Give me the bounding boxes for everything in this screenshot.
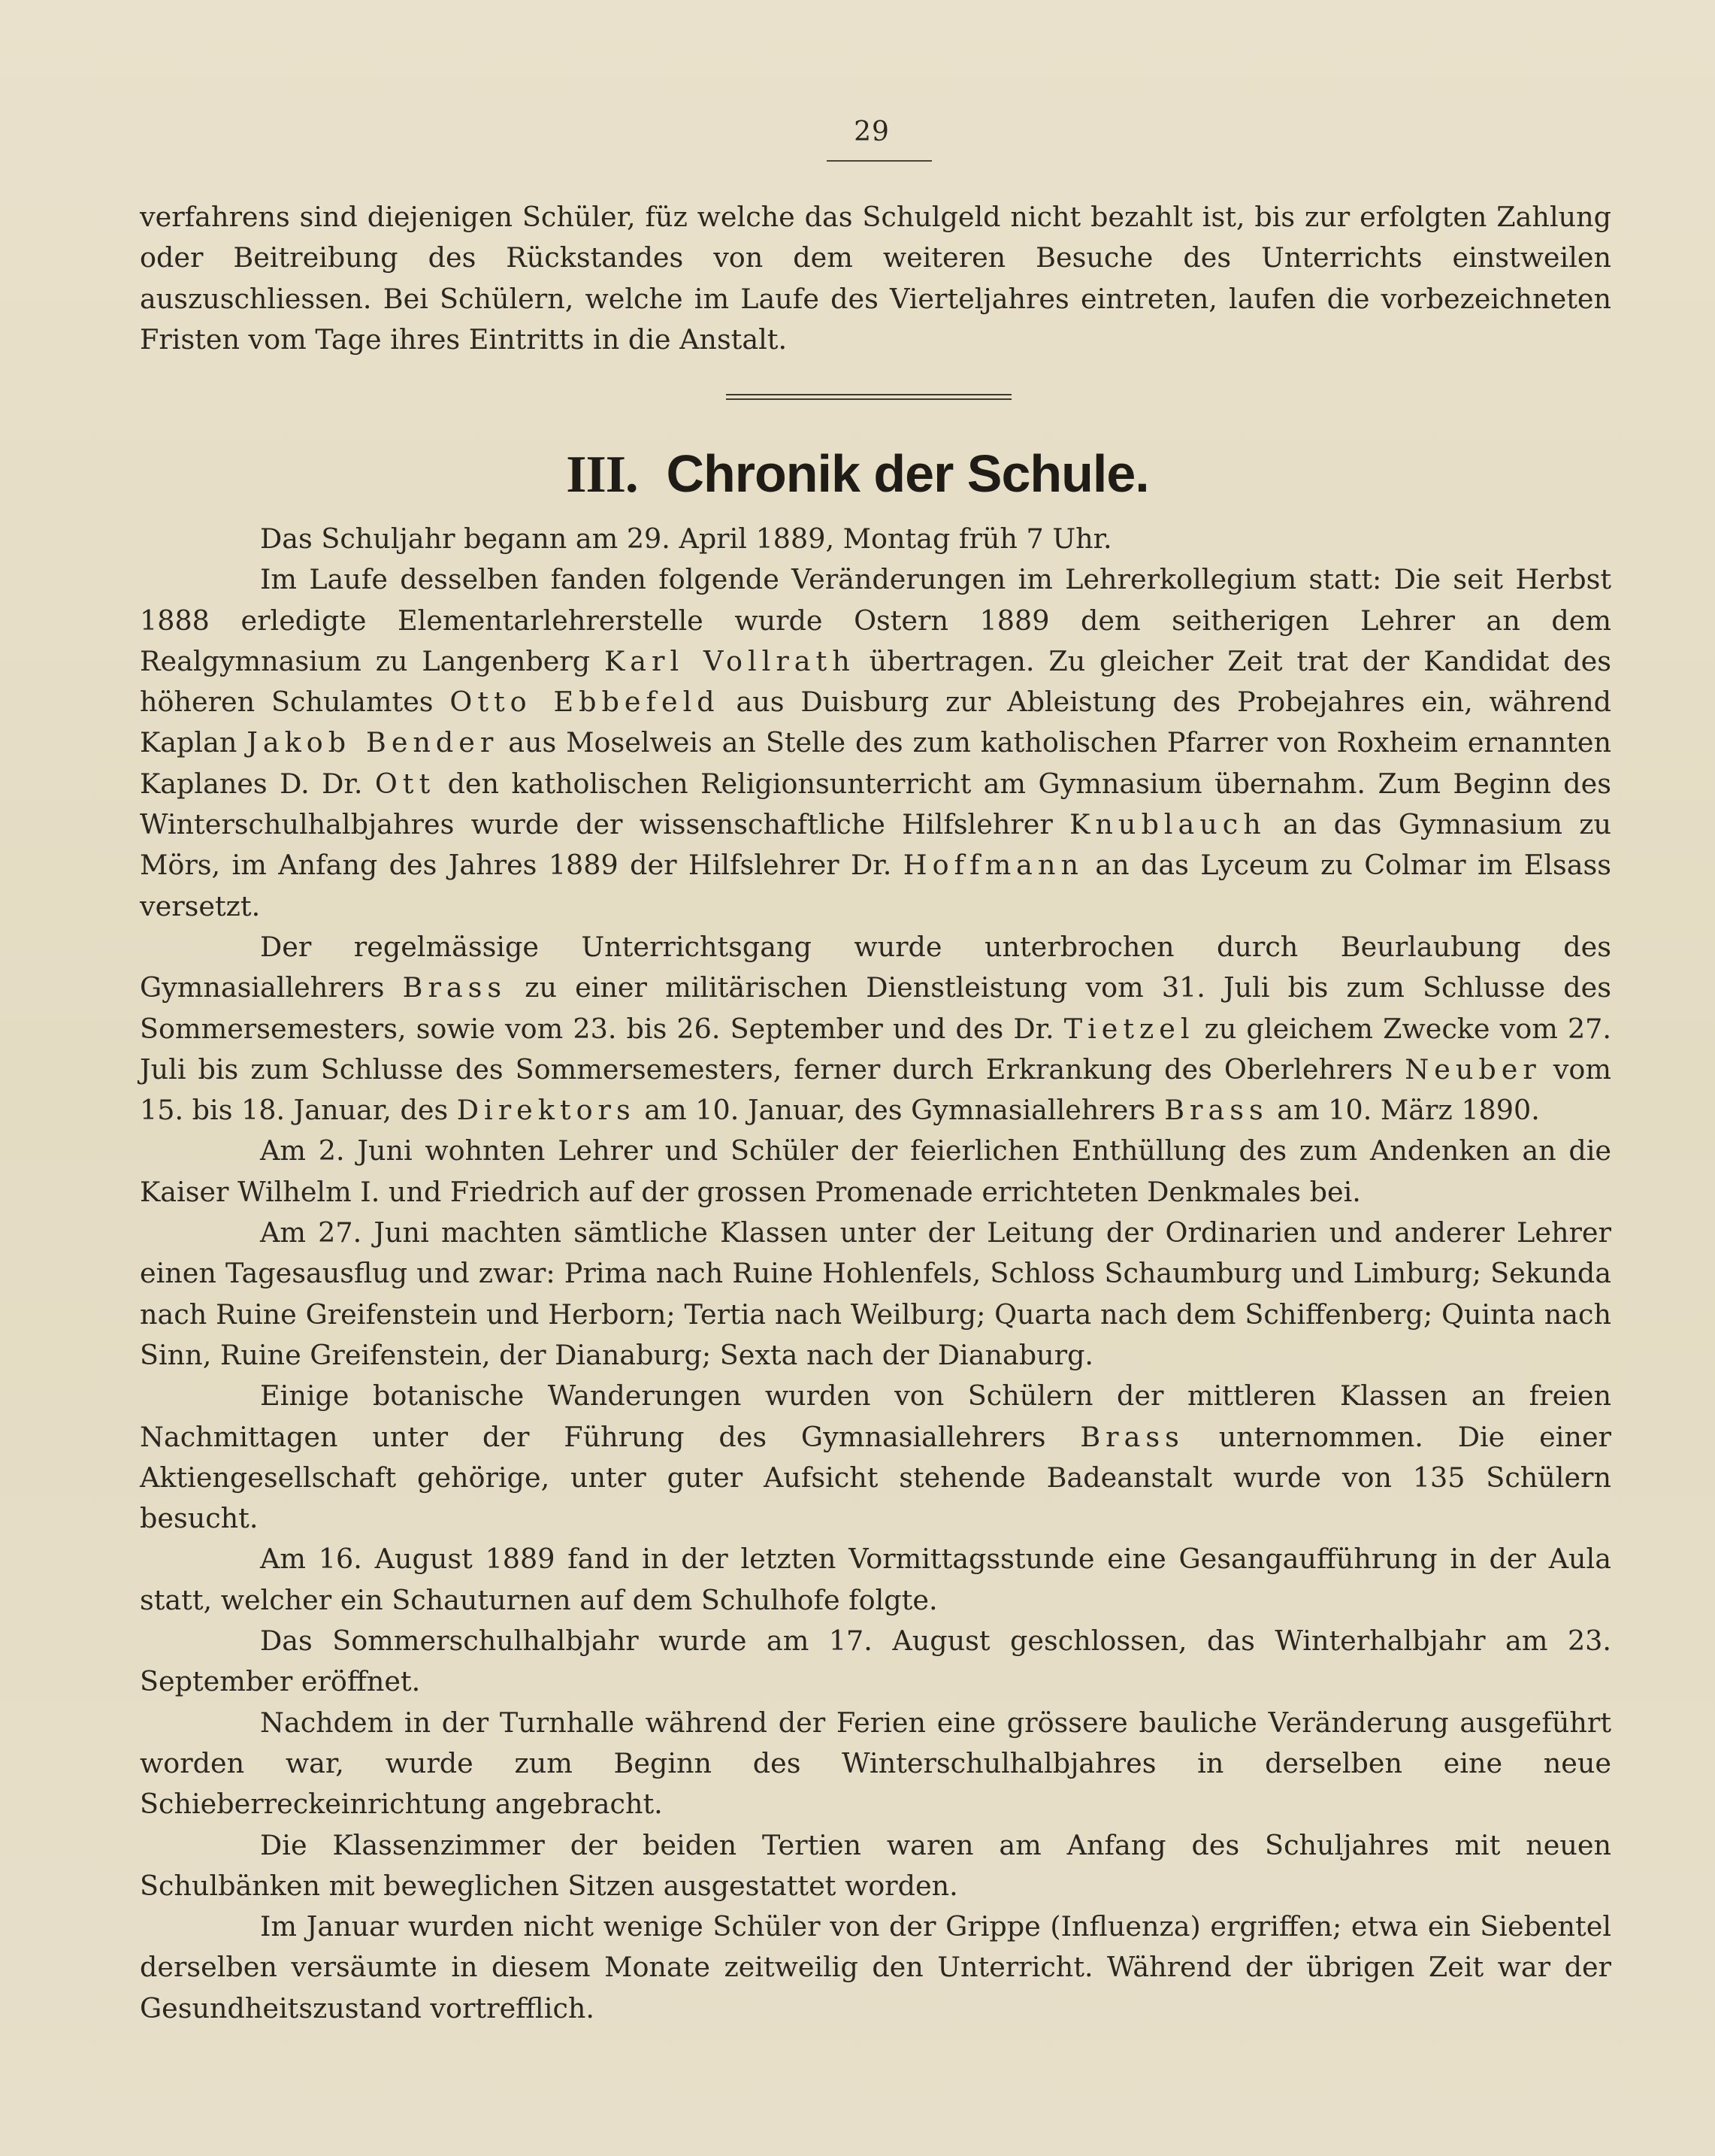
person-name: Tietzel	[1063, 1012, 1195, 1045]
person-name: Otto Ebbefeld	[449, 686, 720, 719]
person-name: Jakob Bender	[247, 726, 499, 759]
section-heading	[0, 444, 1715, 505]
intro-paragraph: verfahrens sind diejenigen Schüler, füz welche das Schulgeld nicht bezahlt ist, bis zur erfolgten Zahlung oder Beitreibung des Rückstandes von dem weiteren Besuche des Unterrichts einstweilen auszuschliessen. Bei Schülern, welche im Laufe des Vierteljahres eintreten, laufen die vorbezeichneten Fristen vom Tage ihres Eintritts in die Anstalt.	[140, 201, 1611, 356]
person-name: Neuber	[1405, 1052, 1541, 1086]
page-number: 29	[854, 117, 890, 147]
person-name: Ott	[374, 767, 436, 800]
intro-paragraph-block	[140, 197, 1611, 360]
paragraph-influenza: Im Januar wurden nicht wenige Schüler von der Grippe (Influenza) ergriffen; etwa ein Siebentel derselben versäumte in diesem Monate zeitweilig den Unterricht. Während der übrigen Zeit war der Gesundheitszustand vortrefflich.	[140, 1910, 1611, 2024]
person-name: Hoffmann	[903, 849, 1084, 882]
section-separator	[726, 394, 1012, 401]
text-segment: Im Laufe desselben fanden folgende Veränderungen im Lehrerkollegium statt: Die seit Herbst 1888 erledigte Elementarlehrerstelle wurde Ostern 1889 dem seitherigen Lehrer an dem Realgymnasium zu Langenberg	[140, 563, 1611, 677]
section-number: III.	[566, 446, 638, 504]
paragraph-interruptions	[140, 927, 1611, 1131]
person-name: Knublauch	[1069, 808, 1266, 841]
paragraph-gym-renovation: Nachdem in der Turnhalle während der Ferien eine grössere bauliche Veränderung ausgeführt worden war, wurde zum Beginn des Winterschulhalbjahres in derselben eine neue Schieberreckeinrichtung angebracht.	[140, 1706, 1611, 1821]
text-segment: den katholischen Religionsunterricht am Gymnasium übernahm. Zum Beginn des Winterschulhalbjahres wurde der wissenschaftliche Hilfslehrer	[140, 767, 1611, 841]
text-segment: zu gleichem Zwecke vom 27. Juli bis zum Schlusse des Sommersemesters, ferner durch Erkrankung des Oberlehrers	[140, 1012, 1611, 1086]
text-segment: unternommen. Die einer Aktiengesellschaft gehörige, unter guter Aufsicht stehende Badeanstalt wurde von 135 Schülern besucht.	[140, 1420, 1611, 1535]
text-segment: übertragen. Zu gleicher Zeit trat der Kandidat des höheren Schulamtes	[140, 644, 1612, 719]
paragraph-singing-performance: Am 16. August 1889 fand in der letzten Vormittagsstunde eine Gesangaufführung in der Aula statt, welcher ein Schauturnen auf dem Schulhofe folgte.	[140, 1543, 1611, 1616]
person-name: Brass	[402, 971, 507, 1004]
person-name: Brass	[1164, 1094, 1269, 1127]
person-name: Direktors	[456, 1094, 636, 1127]
text-segment: Einige botanische Wanderungen wurden von Schülern der mittleren Klassen an freien Nachmittagen unter der Führung des Gymnasiallehrers	[140, 1379, 1611, 1453]
separator-line-bottom	[726, 398, 1012, 400]
text-segment: an das Lyceum zu Colmar im Elsass versetzt.	[140, 849, 1611, 922]
paragraph-school-year-start: Das Schuljahr begann am 29. April 1889, Montag früh 7 Uhr.	[260, 522, 1112, 555]
page-number-rule	[827, 160, 932, 162]
separator-line-top	[726, 394, 1012, 395]
text-segment: aus Moselweis an Stelle des zum katholischen Pfarrer von Roxheim ernannten Kaplanes D. Dr.	[140, 726, 1611, 800]
person-name: Brass	[1080, 1420, 1184, 1453]
text-segment: zu einer militärischen Dienstleistung vom 31. Juli bis zum Schlusse des Sommersemesters, sowie vom 23. bis 26. September und des Dr.	[140, 971, 1612, 1045]
text-segment: aus Duisburg zur Ableistung des Probejahres ein, während Kaplan	[140, 686, 1611, 759]
section-title: Chronik der Schule.	[666, 444, 1149, 503]
text-segment: am 10. März 1890.	[1268, 1094, 1540, 1127]
paragraph-staff-changes	[140, 559, 1611, 927]
person-name: Karl Vollrath	[604, 644, 855, 677]
paragraph-day-excursion: Am 27. Juni machten sämtliche Klassen unter der Leitung der Ordinarien und anderer Lehrer einen Tagesausflug und zwar: Prima nach Ruine Hohlenfels, Schloss Schaumburg und Limburg; Sekunda nach Ruine Greifenstein und Herborn; Tertia nach Weilburg; Quarta nach dem Schiffenberg; Quinta nach Sinn, Ruine Greifenstein, der Dianaburg; Sexta nach der Dianaburg.	[140, 1216, 1611, 1371]
paragraph-semester-dates: Das Sommerschulhalbjahr wurde am 17. August geschlossen, das Winterhalbjahr am 23. September eröffnet.	[140, 1625, 1611, 1698]
chronicle-body	[140, 519, 1611, 2029]
text-segment: am 10. Januar, des Gymnasiallehrers	[635, 1094, 1165, 1127]
text-segment: an das Gymnasium zu Mörs, im Anfang des Jahres 1889 der Hilfslehrer Dr.	[140, 808, 1611, 882]
paragraph-new-benches: Die Klassenzimmer der beiden Tertien waren am Anfang des Schuljahres mit neuen Schulbänken mit beweglichen Sitzen ausgestattet worden.	[140, 1828, 1611, 1902]
text-segment: vom 15. bis 18. Januar, des	[140, 1052, 1611, 1127]
text-segment: Der regelmässige Unterrichtsgang wurde unterbrochen durch Beurlaubung des Gymnasiallehrers	[140, 930, 1611, 1004]
paragraph-botanical-walks	[140, 1376, 1611, 1539]
paragraph-monument-unveiling: Am 2. Juni wohnten Lehrer und Schüler der feierlichen Enthüllung des zum Andenken an die Kaiser Wilhelm I. und Friedrich auf der grossen Promenade errichteten Denkmales bei.	[140, 1134, 1611, 1208]
